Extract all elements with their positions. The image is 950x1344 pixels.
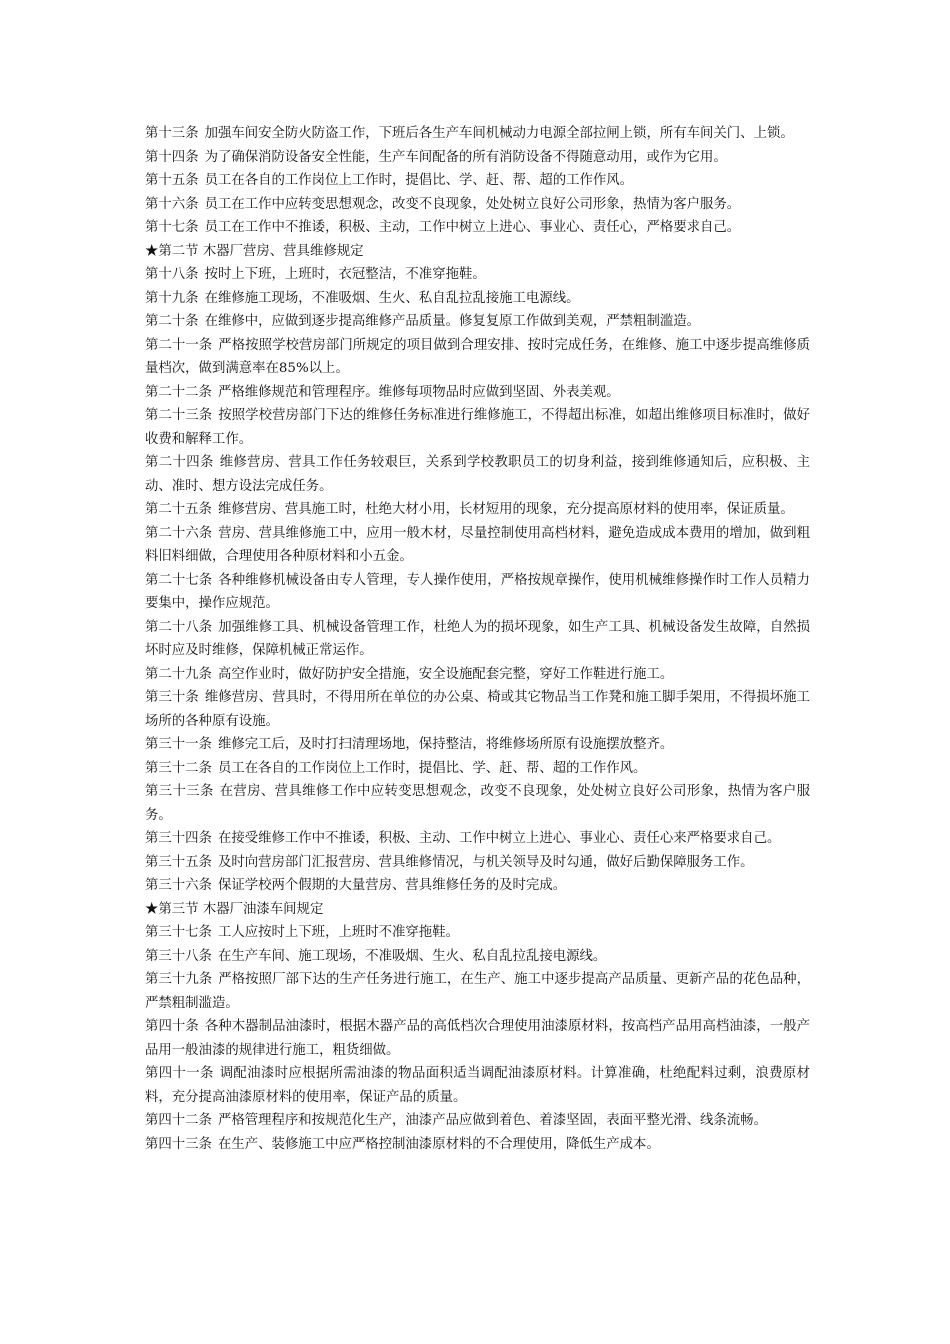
article-text: 高空作业时，做好防护安全措施，安全设施配套完整，穿好工作鞋进行施工。 <box>217 666 674 682</box>
section-heading: ★第二节 木器厂营房、营具维修规定 <box>145 243 364 259</box>
article-paragraph <box>145 146 810 170</box>
article-paragraph <box>145 1109 810 1133</box>
article-text: 保证学校两个假期的大量营房、营具维修任务的及时完成。 <box>217 878 567 893</box>
article-number: 第十九条 <box>145 290 199 306</box>
article-paragraph <box>145 921 810 945</box>
article-text: 维修营房、营具时，不得用所在单位的办公桌、椅或其它物品当工作凳和施工脚手架用，不得损坏施工场所的各种原有设施。 <box>145 690 811 729</box>
article-number: 第二十七条 <box>145 572 213 588</box>
article-number: 第十六条 <box>145 196 199 212</box>
article-number: 第十三条 <box>145 126 199 141</box>
section-heading: ★第三节 木器厂油漆车间规定 <box>145 901 324 917</box>
article-text: 及时向营房部门汇报营房、营具维修情况，与机关领导及时勾通，做好后勤保障服务工作。 <box>217 854 754 870</box>
article-number: 第十四条 <box>145 149 199 165</box>
article-paragraph <box>145 381 810 405</box>
article-text: 严格按照学校营房部门所规定的项目做到合理安排、按时完成任务，在维修、施工中逐步提高维修质量档次，做到满意率在85%以上。 <box>145 337 811 376</box>
article-paragraph <box>145 686 810 733</box>
article-paragraph <box>145 616 810 663</box>
article-number: 第十八条 <box>145 267 199 282</box>
article-text: 员工在各自的工作岗位上工作时，提倡比、学、赶、帮、超的工作作风。 <box>204 173 634 188</box>
article-paragraph <box>145 522 810 569</box>
article-text: 在生产车间、施工现场，不准吸烟、生火、私自乱拉乱接电源线。 <box>217 948 607 964</box>
article-paragraph <box>145 193 810 217</box>
article-number: 第二十一条 <box>145 337 213 353</box>
article-text: 在营房、营具维修工作中应转变思想观念，改变不良现象，处处树立良好公司形象，热情为客户服务。 <box>145 784 811 823</box>
article-paragraph <box>145 780 810 827</box>
article-text: 维修营房、营具施工时，杜绝大材小用，长材短用的现象，充分提高原材料的使用率，保证质量。 <box>217 502 794 517</box>
article-text: 在生产、装修施工中应严格控制油漆原材料的不合理使用，降低生产成本。 <box>217 1136 660 1152</box>
article-number: 第三十一条 <box>145 737 212 752</box>
article-paragraph <box>145 945 810 969</box>
article-number: 第三十四条 <box>145 831 212 846</box>
article-number: 第十七条 <box>145 220 199 235</box>
article-text: 维修营房、营具工作任务较艰巨，关系到学校教职员工的切身利益，接到维修通知后，应积极、主动、准时、想方设法完成任务。 <box>145 455 811 494</box>
document-body <box>145 122 810 1156</box>
article-text: 严格按照厂部下达的生产任务进行施工，在生产、施工中逐步提高产品质量、更新产品的花色品种，严禁粗制滥造。 <box>145 972 811 1011</box>
article-text: 在维修中，应做到逐步提高维修产品质量。修复复原工作做到美观，严禁粗制滥造。 <box>204 314 701 329</box>
article-number: 第四十三条 <box>145 1136 212 1152</box>
article-paragraph <box>145 1015 810 1062</box>
article-paragraph <box>145 334 810 381</box>
article-paragraph <box>145 1133 810 1157</box>
article-number: 第二十九条 <box>145 666 212 682</box>
article-paragraph <box>145 404 810 451</box>
article-text: 严格维修规范和管理程序。维修每项物品时应做到坚固、外表美观。 <box>217 384 620 400</box>
article-paragraph <box>145 851 810 875</box>
article-paragraph <box>145 451 810 498</box>
article-text: 加强车间安全防火防盗工作，下班后各生产车间机械动力电源全部拉闸上锁，所有车间关门、上锁。 <box>204 126 794 141</box>
article-paragraph <box>145 968 810 1015</box>
article-text: 按照学校营房部门下达的维修任务标准进行维修施工，不得超出标准，如超出维修项目标准时，做好收费和解释工作。 <box>145 408 811 447</box>
article-number: 第二十八条 <box>145 619 213 635</box>
article-paragraph <box>145 569 810 616</box>
article-number: 第三十三条 <box>145 784 214 799</box>
article-number: 第三十五条 <box>145 854 212 870</box>
article-number: 第四十二条 <box>145 1113 212 1128</box>
article-text: 在接受维修工作中不推诿，积极、主动、工作中树立上进心、事业心、责任心来严格要求自己。 <box>217 831 781 846</box>
article-paragraph <box>145 216 810 240</box>
article-number: 第三十六条 <box>145 878 212 893</box>
article-paragraph <box>145 827 810 851</box>
article-text: 员工在工作中应转变思想观念，改变不良现象，处处树立良好公司形象，热情为客户服务。 <box>204 196 741 212</box>
article-paragraph <box>145 310 810 334</box>
article-text: 维修完工后，及时打扫清理场地，保持整洁，将维修场所原有设施摆放整齐。 <box>217 737 674 752</box>
article-paragraph <box>145 1062 810 1109</box>
article-text: 为了确保消防设备安全性能，生产车间配备的所有消防设备不得随意动用，或作为它用。 <box>204 149 727 165</box>
article-text: 按时上下班，上班时，衣冠整洁，不准穿拖鞋。 <box>204 267 486 282</box>
article-number: 第三十二条 <box>145 760 212 776</box>
article-text: 营房、营具维修施工中，应用一般木材，尽量控制使用高档材料，避免造成成本费用的增加，做到粗料旧料细做，合理使用各种原材料和小五金。 <box>145 525 811 564</box>
article-number: 第二十四条 <box>145 455 214 470</box>
article-number: 第二十六条 <box>145 525 213 541</box>
article-number: 第四十条 <box>145 1019 199 1034</box>
article-text: 工人应按时上下班，上班时不准穿拖鞋。 <box>217 925 459 940</box>
article-text: 各种维修机械设备由专人管理，专人操作使用，严格按规章操作，使用机械维修操作时工作人员精力要集中，操作应规范。 <box>145 572 811 611</box>
article-paragraph <box>145 757 810 781</box>
article-text: 各种木器制品油漆时，根据木器产品的高低档次合理使用油漆原材料，按高档产品用高档油漆，一般产品用一般油漆的规律进行施工，粗货细做。 <box>145 1019 811 1058</box>
article-text: 员工在各自的工作岗位上工作时，提倡比、学、赶、帮、超的工作作风。 <box>217 760 647 776</box>
article-number: 第三十七条 <box>145 925 212 940</box>
article-paragraph <box>145 874 810 898</box>
article-paragraph <box>145 263 810 287</box>
article-text: 加强维修工具、机械设备管理工作，杜绝人为的损坏现象，如生产工具、机械设备发生故障，自然损坏时应及时维修，保障机械正常运作。 <box>145 619 811 658</box>
article-number: 第二十二条 <box>145 384 212 400</box>
article-number: 第三十条 <box>145 690 199 705</box>
article-paragraph <box>145 733 810 757</box>
article-text: 调配油漆时应根据所需油漆的物品面积适当调配油漆原材料。计算准确，杜绝配料过剩，浪费原材料，充分提高油漆原材料的使用率，保证产品的质量。 <box>145 1066 811 1105</box>
article-paragraph <box>145 498 810 522</box>
article-number: 第三十九条 <box>145 972 213 987</box>
article-text: 严格管理程序和按规范化生产，油漆产品应做到着色、着漆坚固，表面平整光滑、线条流畅。 <box>217 1113 767 1128</box>
article-number: 第四十一条 <box>145 1066 214 1081</box>
article-text: 员工在工作中不推诿，积极、主动，工作中树立上进心、事业心、责任心，严格要求自己。 <box>204 220 741 235</box>
article-paragraph <box>145 663 810 687</box>
article-number: 第二十条 <box>145 314 199 329</box>
article-text: 在维修施工现场，不准吸烟、生火、私自乱拉乱接施工电源线。 <box>204 290 580 306</box>
article-number: 第二十五条 <box>145 502 212 517</box>
article-paragraph <box>145 169 810 193</box>
article-number: 第三十八条 <box>145 948 212 964</box>
article-paragraph <box>145 122 810 146</box>
article-number: 第十五条 <box>145 173 199 188</box>
article-number: 第二十三条 <box>145 408 213 423</box>
article-paragraph <box>145 287 810 311</box>
